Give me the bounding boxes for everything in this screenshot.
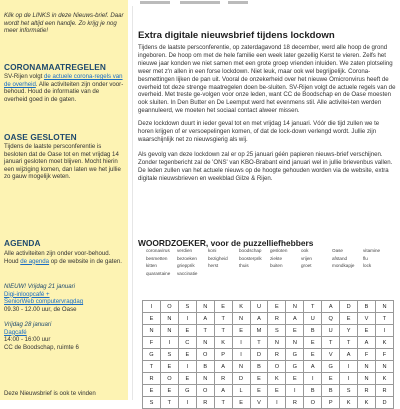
agenda-event-2 xyxy=(4,321,124,351)
wordsearch-cell: A xyxy=(214,361,232,373)
agenda-text-b: op de website in de gaten. xyxy=(49,257,122,265)
wordsearch-cell: Y xyxy=(340,325,358,337)
wordsearch-cell: R xyxy=(214,373,232,385)
wordsearch-cell: E xyxy=(214,301,232,313)
wordsearch-cell: T xyxy=(340,337,358,349)
wordsearch-cell: T xyxy=(250,337,268,349)
wordsearch-word: vaccinatie xyxy=(177,270,198,276)
wordsearch-cell: K xyxy=(375,373,393,385)
wordsearch-cell: R xyxy=(358,385,376,397)
wordsearch-cell: B xyxy=(322,385,340,397)
wordsearch-cell: N xyxy=(268,337,286,349)
wordsearch-cell: I xyxy=(178,361,196,373)
agenda-heading: AGENDA xyxy=(4,238,41,248)
wordsearch-cell: N xyxy=(286,301,304,313)
wordsearch-cell: S xyxy=(340,385,358,397)
wordsearch-cell: K xyxy=(232,301,250,313)
wordsearch-word: mondkapje xyxy=(332,263,355,268)
wordsearch-cell: G xyxy=(286,361,304,373)
wordsearch-cell: G xyxy=(178,385,196,397)
article-paragraph-3: Als gevolg van deze lockdown zal er op 25 januari géén papieren nieuws-brief verschijnen. Zonder tegenbericht zal de 'ONS' van KBO-Brabant eind januari wel in jullie brievenbus vallen. De leden zullen van het actuele nieuws op de hoogte gehouden worden via de website, extra digitale nieuwsbrieven en weekblad Gilze & Rijen. xyxy=(138,151,393,182)
wordsearch-word: herst xyxy=(208,263,219,268)
agenda-event-1 xyxy=(4,283,124,313)
wordsearch-cell: E xyxy=(268,385,286,397)
wordsearch-cell: I xyxy=(304,373,322,385)
wordsearch-row xyxy=(143,325,394,337)
wordsearch-word: coronavirus xyxy=(146,248,170,253)
wordsearch-cell: L xyxy=(232,385,250,397)
wordsearch-cell: R xyxy=(268,349,286,361)
wordsearch-cell: C xyxy=(178,337,196,349)
wordsearch-cell: N xyxy=(286,337,304,349)
wordsearch-cell: R xyxy=(268,313,286,325)
wordsearch-cell: B xyxy=(250,361,268,373)
wordsearch-cell: D xyxy=(375,397,393,409)
article-paragraph-2: Deze lockdown duurt in ieder geval tot en met vrijdag 14 januari. Vóór die tijd zullen we te horen krijgen of er versoepelingen komen, of dat de lock-down verlengd wordt. Jullie zijn waarschijnlijk net zo nieuwsgierig als wij. xyxy=(138,120,380,143)
wordsearch-cell: I xyxy=(340,373,358,385)
wordsearch-cell: I xyxy=(232,349,250,361)
wordsearch-cell: I xyxy=(178,397,196,409)
wordsearch-word: flu xyxy=(363,255,368,261)
wordsearch-cell: V xyxy=(322,349,340,361)
wordsearch-row xyxy=(143,385,394,397)
wordsearch-word: verdien xyxy=(177,248,193,253)
event2-place: CC de Boodschap, ruimte 6 xyxy=(4,343,79,351)
wordsearch-cell: A xyxy=(196,313,214,325)
wordsearch-cell: E xyxy=(178,349,196,361)
wordsearch-cell: R xyxy=(286,397,304,409)
wordsearch-word: besmetten xyxy=(146,255,168,261)
wordsearch-cell: T xyxy=(214,325,232,337)
wordsearch-cell: S xyxy=(178,301,196,313)
wordsearch-word: boodschap xyxy=(239,248,262,253)
wordsearch-cell: O xyxy=(196,385,214,397)
wordsearch-cell: K xyxy=(214,337,232,349)
wordsearch-cell: D xyxy=(232,373,250,385)
wordsearch-row xyxy=(143,361,394,373)
wordsearch-cell: K xyxy=(268,373,286,385)
wordsearch-cell: V xyxy=(250,397,268,409)
wordsearch-row xyxy=(143,313,394,325)
wordsearch-cell: E xyxy=(160,361,178,373)
wordsearch-cell: G xyxy=(322,361,340,373)
wordsearch-word: Oase xyxy=(332,248,343,253)
wordsearch-cell: N xyxy=(375,361,393,373)
wordsearch-cell: E xyxy=(322,373,340,385)
wordsearch-row xyxy=(143,397,394,409)
wordsearch-cell: E xyxy=(160,385,178,397)
sidebar-footer: Deze Nieuwsbrief is ook te vinden xyxy=(4,390,96,397)
wordsearch-cell: N xyxy=(196,337,214,349)
wordsearch-cell: D xyxy=(340,301,358,313)
wordsearch-row xyxy=(143,349,394,361)
wordsearch-cell: F xyxy=(143,337,161,349)
wordsearch-cell: F xyxy=(375,349,393,361)
wordsearch-cell: G xyxy=(286,349,304,361)
wordsearch-cell: B xyxy=(304,385,322,397)
wordsearch-cell: T xyxy=(160,397,178,409)
event2-day: Vrijdag 28 januari xyxy=(4,321,52,328)
wordsearch-cell: E xyxy=(232,397,250,409)
wordsearch-cell: T xyxy=(214,313,232,325)
article-title: Extra digitale nieuwsbrief tijdens lockdown xyxy=(138,30,335,41)
event2-time: 14:00 - 16:00 uur xyxy=(4,336,51,344)
wordsearch-cell: F xyxy=(358,349,376,361)
wordsearch-cell: N xyxy=(143,325,161,337)
wordsearch-cell: I xyxy=(232,337,250,349)
wordsearch-cell: O xyxy=(160,373,178,385)
wordsearch-title: WOORDZOEKER, voor de puzzelliefhebbers xyxy=(138,238,314,248)
wordsearch-cell: Q xyxy=(322,313,340,325)
corona-heading: CORONAMAATREGELEN xyxy=(4,62,107,72)
wordsearch-grid xyxy=(142,300,394,409)
wordsearch-word: ziekte xyxy=(270,255,283,261)
wordsearch-cell: I xyxy=(375,325,393,337)
wordsearch-row xyxy=(143,301,394,313)
wordsearch-cell: K xyxy=(358,397,376,409)
digi-inloopcafe-link[interactable]: Digi-inloopcafé + xyxy=(4,290,50,298)
wordsearch-cell: E xyxy=(232,325,250,337)
wordsearch-cell: O xyxy=(160,301,178,313)
wordsearch-cell: E xyxy=(304,349,322,361)
seniorweb-link[interactable]: SeniorWeb computervragdag xyxy=(4,298,84,306)
wordsearch-cell: U xyxy=(304,313,322,325)
wordsearch-cell: I xyxy=(286,385,304,397)
wordsearch-cell: T xyxy=(196,325,214,337)
wordsearch-cell: R xyxy=(196,397,214,409)
wordsearch-cell: G xyxy=(143,349,161,361)
oase-text: Tijdens de laatste persconferentie is besloten dat de Oase tot en met vrijdag 14 januari gesloten moet blijven. Mocht hierin een wijziging komen, dan laten we het jullie zo gauw mogelijk weten. xyxy=(4,143,121,181)
wordsearch-word: kitten xyxy=(146,263,157,268)
wordsearch-word: ook xyxy=(301,248,309,253)
wordsearch-word: koni xyxy=(208,248,217,253)
wordsearch-cell: M xyxy=(250,325,268,337)
wordsearch-cell: K xyxy=(340,397,358,409)
agenda-text xyxy=(4,250,124,265)
wordsearch-word: groet xyxy=(301,263,312,268)
wordsearch-word: bezigheid xyxy=(208,255,228,261)
corona-text xyxy=(4,73,124,103)
wordsearch-word: vrijen xyxy=(301,255,312,261)
wordsearch-cell: B xyxy=(358,301,376,313)
wordsearch-cell: E xyxy=(250,373,268,385)
wordsearch-cell: P xyxy=(322,397,340,409)
article-paragraph-1: Tijdens de laatste persconferentie, op zaterdagavond 18 december, werd alle hoop de grond ingeboren. De hoop om met de hele familie een week later gezellig Kerst te vieren. Zelfs het nieuwe jaar konden we niet samen met een grote groep vrienden inluiden. We zaten plotseling weer met z'n allen in een forse lockdown. Niet leuk, maar ook wel begrijpelijk. Corona-besmettingen lijken de pan uit. Vooral de onzekerheid over het nieuwe Omicronvirus heeft de overheid tot deze strenge maatregelen doen be-sluiten. SV-Rijen volgt de actuele regels van de overheid. Met treste ge-volgen voor onze leden, want CC de Boodschap en de Oase moesten ook sluiten. In Den Butter en De Leemput werd het evenmens stil. Alle activitei-ten werden geannuleerd, we moeten het sociaal contact alweer missen. xyxy=(138,44,396,115)
wordsearch-word: quarantaine xyxy=(146,270,171,276)
wordsearch-cell: A xyxy=(214,385,232,397)
column-divider xyxy=(132,6,133,400)
agenda-link[interactable]: de agenda xyxy=(20,257,50,265)
wordsearch-cell: E xyxy=(178,373,196,385)
main-content xyxy=(138,0,396,406)
wordsearch-row xyxy=(143,373,394,385)
corona-text-b: . Alle activiteiten zijn onder voor-behoud. Houd de informatie van de overheid goed in de gaten. xyxy=(4,80,124,103)
wordsearch-cell: A xyxy=(358,337,376,349)
wordsearch-word: buiten xyxy=(270,263,283,268)
wordsearch-cell: I xyxy=(178,313,196,325)
wordsearch-cell: E xyxy=(250,385,268,397)
wordsearch-cell: A xyxy=(286,313,304,325)
wordsearch-word: boosterprik xyxy=(239,255,262,261)
wordsearch-cell: N xyxy=(160,325,178,337)
wordsearch-word: afstand xyxy=(332,255,348,261)
wordsearch-cell: E xyxy=(143,313,161,325)
wordsearch-cell: T xyxy=(375,313,393,325)
wordsearch-cell: R xyxy=(375,385,393,397)
wordsearch-cell: O xyxy=(268,361,286,373)
wordsearch-cell: N xyxy=(196,301,214,313)
wordsearch-word: lock xyxy=(363,263,372,268)
sidebar-intro: Klik op de LINKS in deze Nieuws-brief. Daar wordt het altijd een handje. Zo krijg je nog meer informatie! xyxy=(4,12,124,35)
wordsearch-cell: N xyxy=(160,313,178,325)
wordsearch-cell: O xyxy=(196,349,214,361)
wordsearch-cell: E xyxy=(358,325,376,337)
wordsearch-cell: U xyxy=(250,301,268,313)
wordsearch-cell: E xyxy=(286,325,304,337)
wordsearch-cell: E xyxy=(286,373,304,385)
wordsearch-cell: O xyxy=(304,397,322,409)
event1-time: 09.30 - 12.00 uur, de Oase xyxy=(4,305,77,313)
wordsearch-cell: N xyxy=(358,373,376,385)
wordsearch-cell: N xyxy=(232,361,250,373)
wordsearch-cell: U xyxy=(322,325,340,337)
wordsearch-word: bezoeken xyxy=(177,255,197,261)
corona-text-a: SV-Rijen volgt xyxy=(4,73,44,80)
wordsearch-cell: N xyxy=(358,361,376,373)
wordsearch-cell: E xyxy=(178,325,196,337)
wordsearch-cell: A xyxy=(322,301,340,313)
wordsearch-cell: R xyxy=(143,373,161,385)
wordsearch-cell: B xyxy=(304,325,322,337)
wordsearch-cell: S xyxy=(143,397,161,409)
wordsearch-cell: T xyxy=(143,361,161,373)
agenda-text-a: Alle activiteiten zijn onder voor-behoud. Houd xyxy=(4,250,111,265)
wordsearch-cell: T xyxy=(304,301,322,313)
dagcafe-link[interactable]: Dagcafé xyxy=(4,328,27,336)
wordsearch-cell: K xyxy=(375,337,393,349)
wordsearch-cell: S xyxy=(160,349,178,361)
wordsearch-cell: D xyxy=(250,349,268,361)
wordsearch-cell: E xyxy=(304,337,322,349)
wordsearch-word: vitamine xyxy=(363,248,381,253)
wordsearch-cell: N xyxy=(196,373,214,385)
wordsearch-cell: T xyxy=(322,337,340,349)
wordsearch-cell: N xyxy=(232,313,250,325)
wordsearch-word: gesloten xyxy=(270,248,288,253)
wordsearch-cell: S xyxy=(268,325,286,337)
wordsearch-word: griepprik xyxy=(177,263,195,268)
wordsearch-cell: I xyxy=(160,337,178,349)
wordsearch-row xyxy=(143,337,394,349)
wordsearch-word-list xyxy=(146,248,386,284)
wordsearch-cell: E xyxy=(268,301,286,313)
wordsearch-cell: I xyxy=(268,397,286,409)
wordsearch-cell: E xyxy=(143,385,161,397)
wordsearch-cell: A xyxy=(250,313,268,325)
sidebar xyxy=(0,0,128,400)
corona-rules-link[interactable]: de actuele corona-regels van de overheid xyxy=(4,73,123,88)
wordsearch-cell: V xyxy=(358,313,376,325)
wordsearch-cell: A xyxy=(304,361,322,373)
wordsearch-cell: I xyxy=(340,361,358,373)
oase-heading: OASE GESLOTEN xyxy=(4,132,77,142)
wordsearch-cell: T xyxy=(214,397,232,409)
wordsearch-cell: B xyxy=(196,361,214,373)
new-label: NIEUW! Vrijdag 21 januari xyxy=(4,283,76,290)
wordsearch-word: thuis xyxy=(239,263,249,268)
wordsearch-cell: E xyxy=(340,313,358,325)
wordsearch-cell: P xyxy=(214,349,232,361)
wordsearch-cell: N xyxy=(375,301,393,313)
wordsearch-cell: A xyxy=(340,349,358,361)
wordsearch-cell: I xyxy=(143,301,161,313)
